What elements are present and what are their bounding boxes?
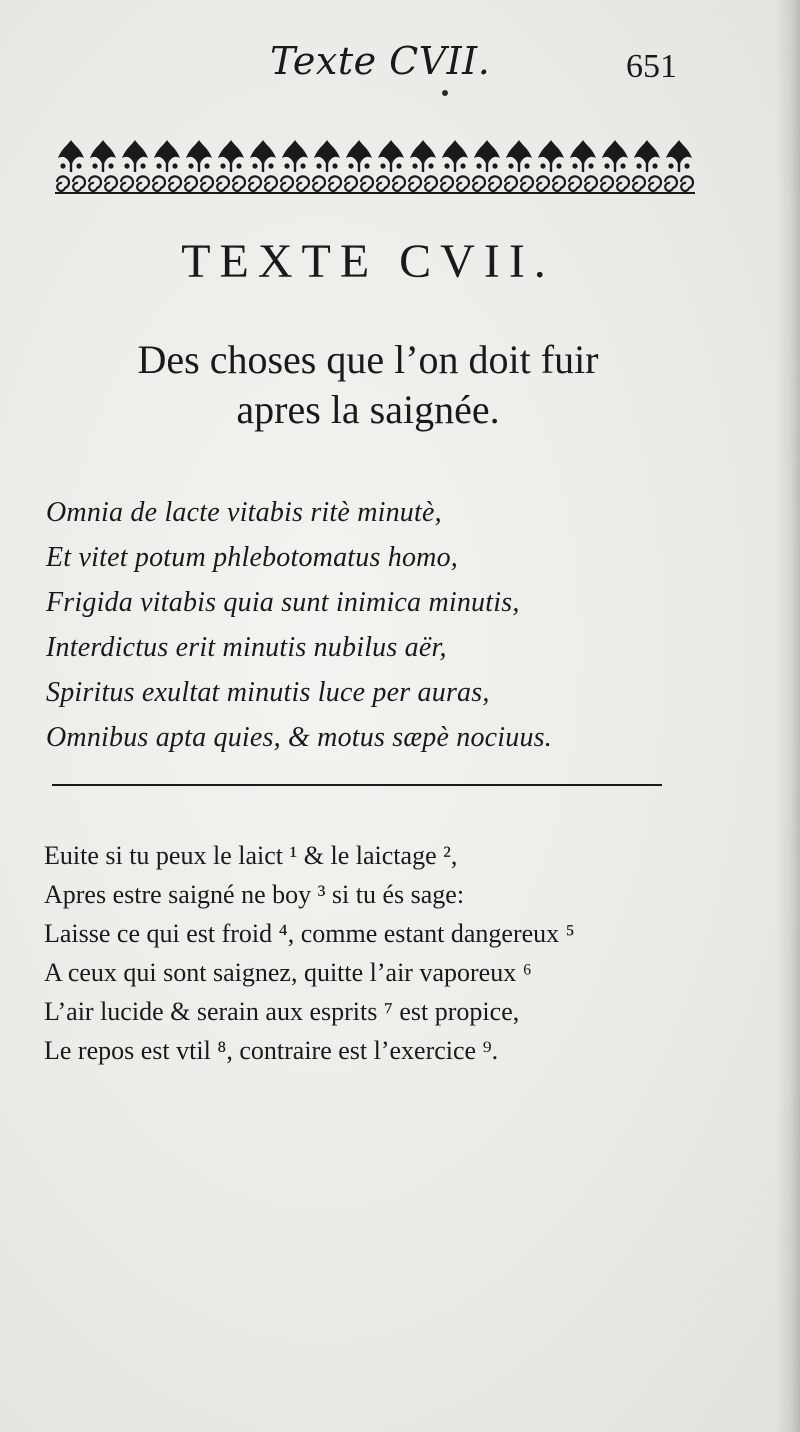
subtitle-line: Des choses que l’on doit fuir [137, 337, 599, 382]
chapter-subtitle [0, 335, 736, 435]
latin-verse-line: Frigida vitabis quia sunt inimica minutis, [46, 587, 520, 618]
page-gutter-shadow [776, 0, 800, 1432]
latin-verse-line: Interdictus erit minutis nubilus aër, [46, 632, 447, 663]
horizontal-rule [52, 784, 662, 786]
french-verse-line: A ceux qui sont saignez, quitte l’air vaporeux ⁶ [44, 958, 532, 987]
subtitle-line: apres la saignée. [236, 387, 500, 432]
ink-dot [442, 90, 448, 96]
french-verse-line: Apres estre saigné ne boy ³ si tu és sage: [44, 880, 465, 909]
latin-verse-line: Omnibus apta quies, & motus sæpè nociuus. [46, 722, 552, 753]
latin-verse-line: Et vitet potum phlebotomatus homo, [46, 542, 458, 573]
latin-verse-line: Omnia de lacte vitabis ritè minutè, [46, 497, 442, 528]
printers-ornament-band [55, 136, 695, 196]
page-number: 651 [626, 48, 677, 85]
french-verse-line: L’air lucide & serain aux esprits ⁷ est propice, [44, 997, 520, 1026]
french-verse-line: Le repos est vtil ⁸, contraire est l’exercice ⁹. [44, 1036, 499, 1065]
chapter-title: TEXTE CVII. [181, 235, 555, 288]
latin-verse-line: Spiritus exultat minutis luce per auras, [46, 677, 490, 708]
running-head: Texte CVII. [270, 39, 491, 83]
french-verse-line: Euite si tu peux le laict ¹ & le laictage ², [44, 841, 458, 870]
latin-verse-block [46, 490, 686, 760]
french-verse-line: Laisse ce qui est froid ⁴, comme estant dangereux ⁵ [44, 919, 575, 948]
french-verse-block [44, 836, 704, 1070]
